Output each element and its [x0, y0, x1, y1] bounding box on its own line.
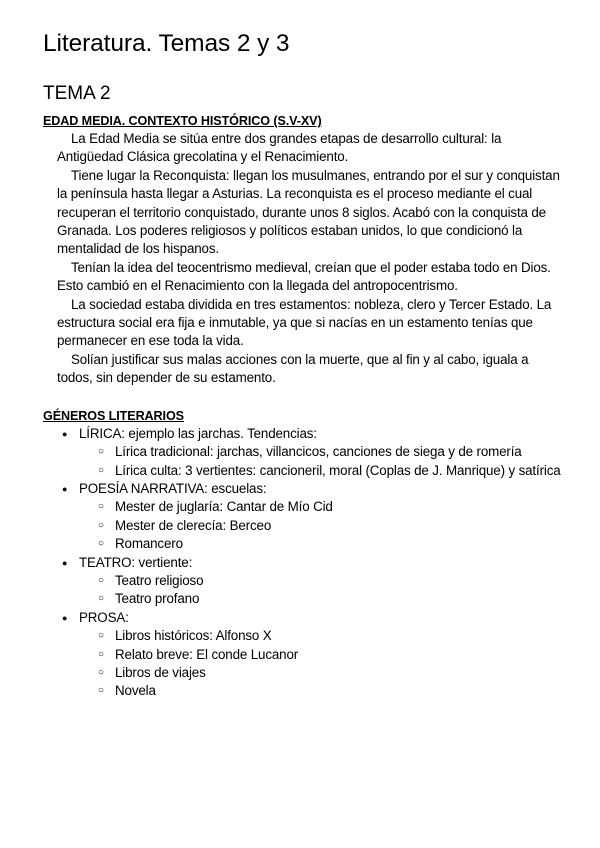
paragraph: Tiene lugar la Reconquista: llegan los musulmanes, entrando por el sur y conquistan la península hasta llegar a Asturias. La reconquista es el proceso mediante el cual recuperan el territorio conquistado, durante unos 8 siglos. Acabó con la conquista de Granada. Los poderes religiosos y políticos estaban unidos, lo que condicionó la mentalidad de los hispanos. — [57, 167, 560, 257]
historical-context-heading: EDAD MEDIA. CONTEXTO HISTÓRICO (S.V-XV) — [43, 114, 322, 128]
list-item — [57, 425, 567, 480]
genre-label: TEATRO: vertiente: — [79, 554, 193, 570]
genres-list — [57, 425, 567, 701]
genre-label: PROSA: — [79, 609, 129, 625]
paragraph: Solían justificar sus malas acciones con la muerte, que al fin y al cabo, iguala a todos, sin depender de su estamento. — [57, 351, 529, 386]
sub-list-item: ○ Romancero — [79, 535, 567, 553]
sub-list — [79, 498, 567, 553]
paragraph: La sociedad estaba dividida en tres estamentos: nobleza, clero y Tercer Estado. La estructura social era fija e inmutable, ya que si nacías en un estamento tenías que permanecer en ese toda la vida. — [57, 296, 552, 349]
sub-list-item: ○ Mester de clerecía: Berceo — [79, 517, 567, 535]
paragraph: La Edad Media se sitúa entre dos grandes etapas de desarrollo cultural: la Antigüedad Clásica grecolatina y el Renacimiento. — [57, 131, 502, 165]
sub-list — [79, 572, 567, 609]
sub-list-item: ○ Mester de juglaría: Cantar de Mío Cid — [79, 498, 567, 516]
literary-genres-heading: GÉNEROS LITERARIOS — [43, 408, 184, 423]
sub-list — [79, 627, 567, 701]
genre-label: LÍRICA: ejemplo las jarchas. Tendencias: — [79, 425, 317, 441]
section-title: TEMA 2 — [43, 83, 111, 104]
sub-list-item: ○ Teatro profano — [79, 590, 567, 608]
list-item — [57, 609, 567, 701]
sub-list-item: ○ Lírica tradicional: jarchas, villancicos, canciones de siega y de romería — [79, 443, 567, 461]
document-title: Literatura. Temas 2 y 3 — [43, 30, 290, 57]
genre-label: POESÍA NARRATIVA: escuelas: — [79, 480, 267, 496]
document-page — [43, 28, 567, 701]
sub-list-item: ○ Novela — [79, 682, 567, 700]
list-item — [57, 554, 567, 609]
sub-list — [79, 443, 567, 480]
sub-list-item: ○ Libros históricos: Alfonso X — [79, 627, 567, 645]
sub-list-item: ○ Relato breve: El conde Lucanor — [79, 646, 567, 664]
sub-list-item: ○ Libros de viajes — [79, 664, 567, 682]
spacer — [57, 388, 567, 407]
list-item — [57, 480, 567, 554]
paragraph: Tenían la idea del teocentrismo medieval, creían que el poder estaba todo en Dios. Esto cambió en el Renacimiento con la llegada del antropocentrismo. — [57, 259, 551, 294]
sub-list-item: ○ Lírica culta: 3 vertientes: cancioneril, moral (Coplas de J. Manrique) y satírica — [79, 462, 567, 480]
sub-list-item: ○ Teatro religioso — [79, 572, 567, 590]
